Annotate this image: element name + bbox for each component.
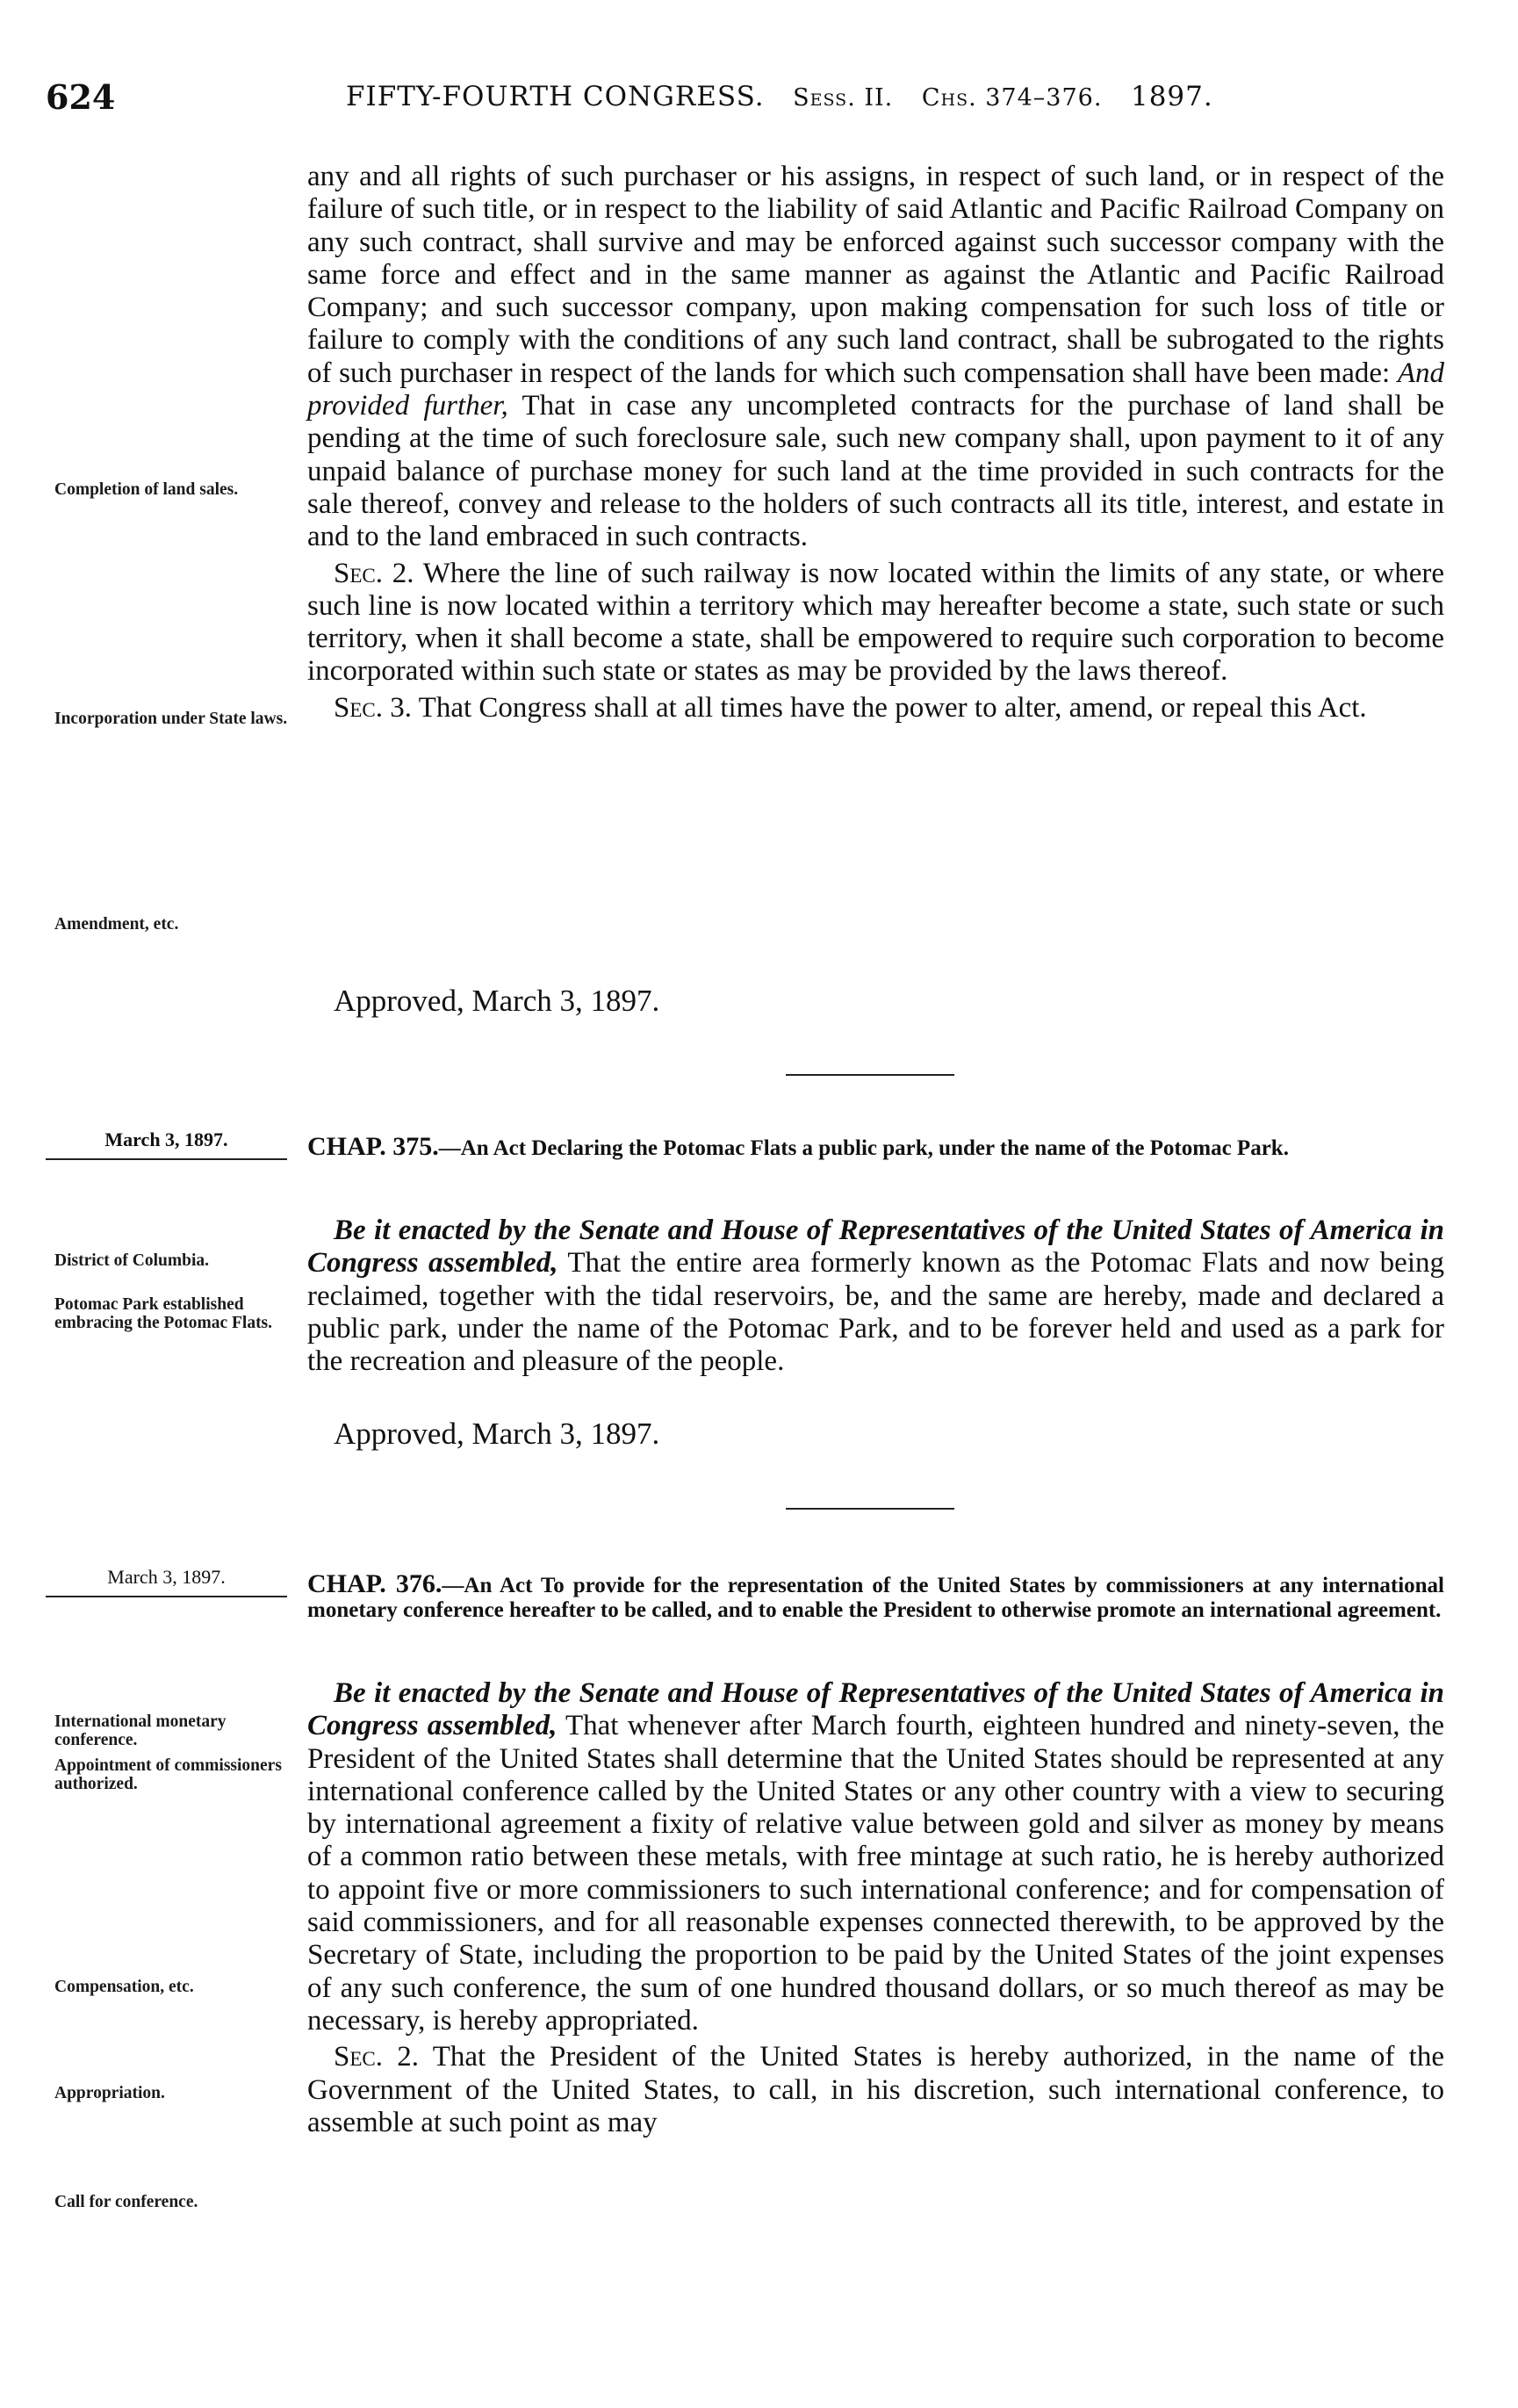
chap374-approved: Approved, March 3, 1897. bbox=[334, 984, 660, 1018]
chap376-title bbox=[307, 1569, 1444, 1623]
sec3-label: Sec. 3. bbox=[334, 691, 412, 724]
chap375-text: That the entire area formerly known as the Potomac Flats and now being reclaimed, together with the tidal reservoirs, be, and the same are hereby, made and declared a public park, under the name of the Potomac Park, and to be forever held and used as a park for the recreation and pleasure of the people. bbox=[307, 1247, 1444, 1378]
chap376-sec2-text: That the President of the United States is hereby authorized, in the name of the Government of the United States, to call, in his discretion, such international conference, to assemble at such point as may bbox=[307, 2041, 1444, 2138]
note-potomac: Potomac Park established embracing the Potomac Flats. bbox=[54, 1295, 273, 1332]
congress-title: FIFTY-FOURTH CONGRESS. bbox=[346, 81, 765, 112]
note-amendment: Amendment, etc. bbox=[54, 915, 179, 934]
chap376-enactment bbox=[307, 1677, 1444, 2037]
chap375-enacting-clause: Be it enacted by the Senate and House of Representatives of the United States of America in Congress assembled, bbox=[307, 1215, 1444, 1280]
note-appointment: Appointment of commissioners authorized. bbox=[54, 1756, 282, 1793]
note-appropriation: Appropriation. bbox=[54, 2084, 165, 2102]
chap374-para1-end: That in case any uncompleted contracts for the purchase of land shall be pending at the time of such foreclosure sale, such new company shall, upon payment to it of any unpaid balance of purchase money for such land at the time provided in such contracts for the sale thereof, convey and release to the holders of such contracts all its title, interest, and estate in and to the land embraced in such contracts. bbox=[307, 390, 1444, 553]
section-divider-1 bbox=[786, 1074, 954, 1076]
sec2-label: Sec. 2. bbox=[334, 557, 414, 589]
chap375-enactment bbox=[307, 1215, 1444, 1378]
chap376-date: March 3, 1897. bbox=[107, 1566, 226, 1588]
page-number: 624 bbox=[46, 77, 116, 117]
chap374-sec2 bbox=[307, 558, 1444, 689]
chap376-sec2 bbox=[307, 2041, 1444, 2139]
running-title bbox=[346, 81, 1213, 112]
note-district: District of Columbia. bbox=[54, 1251, 210, 1270]
proviso-italic: And provided further, bbox=[307, 357, 1445, 422]
chap375-body bbox=[307, 1215, 1444, 1378]
note-incorporation: Incorporation under State laws. bbox=[54, 710, 288, 728]
chap375-number: CHAP. 375. bbox=[307, 1132, 439, 1161]
chap376-title-text: —An Act To provide for the representation of the United States by commissioners at any international monetary conference hereafter to be called, and to enable the President to otherwise promote an international agreement. bbox=[307, 1574, 1444, 1622]
chap376-text: That whenever after March fourth, eighteen hundred and ninety-seven, the President of the United States shall determine that the United States should be represented at any international conference called by the United States or any other country with a view to securing by international agreement a fixity of relative value between gold and silver as money by means of a common ratio between these metals, with free mintage at such ratio, he is hereby authorized to appoint five or more commissioners to such international conference; and for compensation of said commissioners, and for all reasonable expenses connected therewith, to be approved by the Secretary of State, including the proportion to be paid by the United States of the joint expenses of any such conference, the sum of one hundred thousand dollars, or so much thereof as may be necessary, is hereby appropriated. bbox=[307, 1710, 1445, 2037]
sec3-text: That Congress shall at all times have the power to alter, amend, or repeal this Act. bbox=[418, 691, 1367, 724]
chap374-para1 bbox=[307, 161, 1444, 554]
note-completion: Completion of land sales. bbox=[54, 480, 239, 499]
note-call-conference: Call for conference. bbox=[54, 2193, 198, 2211]
note-compensation: Compensation, etc. bbox=[54, 1978, 194, 1996]
chapters-label: Chs. 374–376. bbox=[921, 84, 1103, 112]
chap375-approved: Approved, March 3, 1897. bbox=[334, 1417, 660, 1451]
chap375-date-rule bbox=[46, 1158, 287, 1160]
chap376-body bbox=[307, 1677, 1444, 2139]
year-label: 1897. bbox=[1130, 81, 1213, 112]
chap374-body bbox=[307, 161, 1444, 725]
chap376-number: CHAP. 376. bbox=[307, 1569, 442, 1598]
chap376-enacting-clause: Be it enacted by the Senate and House of Representatives of the United States of America in Congress assembled, bbox=[307, 1677, 1444, 1742]
chap375-title bbox=[307, 1132, 1444, 1161]
session-label: Sess. II. bbox=[793, 84, 894, 112]
chap376-sec2-label: Sec. 2. bbox=[334, 2041, 420, 2073]
chap375-title-text: —An Act Declaring the Potomac Flats a public park, under the name of the Potomac Park. bbox=[438, 1136, 1289, 1160]
chap376-date-rule bbox=[46, 1596, 287, 1597]
section-divider-2 bbox=[786, 1508, 954, 1510]
chap374-para1-text: any and all rights of such purchaser or his assigns, in respect of such land, or in respect of the failure of such title, or in respect to the liability of said Atlantic and Pacific Railroad Company on any such contract, shall survive and may be enforced against such successor company with the same force and effect and in the same manner as against the Atlantic and Pacific Railroad Company; and such successor company, upon making compensation for such loss of title or failure to comply with the conditions of any such land contract, shall be subrogated to the rights of such purchaser in respect of the lands for which such compensation shall have been made: bbox=[307, 161, 1444, 389]
chap374-sec3 bbox=[307, 692, 1444, 725]
running-header bbox=[46, 77, 1450, 121]
sec2-text: Where the line of such railway is now located within the limits of any state, or where such line is now located within a territory which may hereafter become a state, such state or such territory, when it shall become a state, shall be empowered to require such corporation to become incorporated within such state or states as may be provided by the laws thereof. bbox=[307, 557, 1444, 688]
chap375-date: March 3, 1897. bbox=[104, 1128, 228, 1150]
note-intl-conference: International monetary conference. bbox=[54, 1712, 227, 1749]
